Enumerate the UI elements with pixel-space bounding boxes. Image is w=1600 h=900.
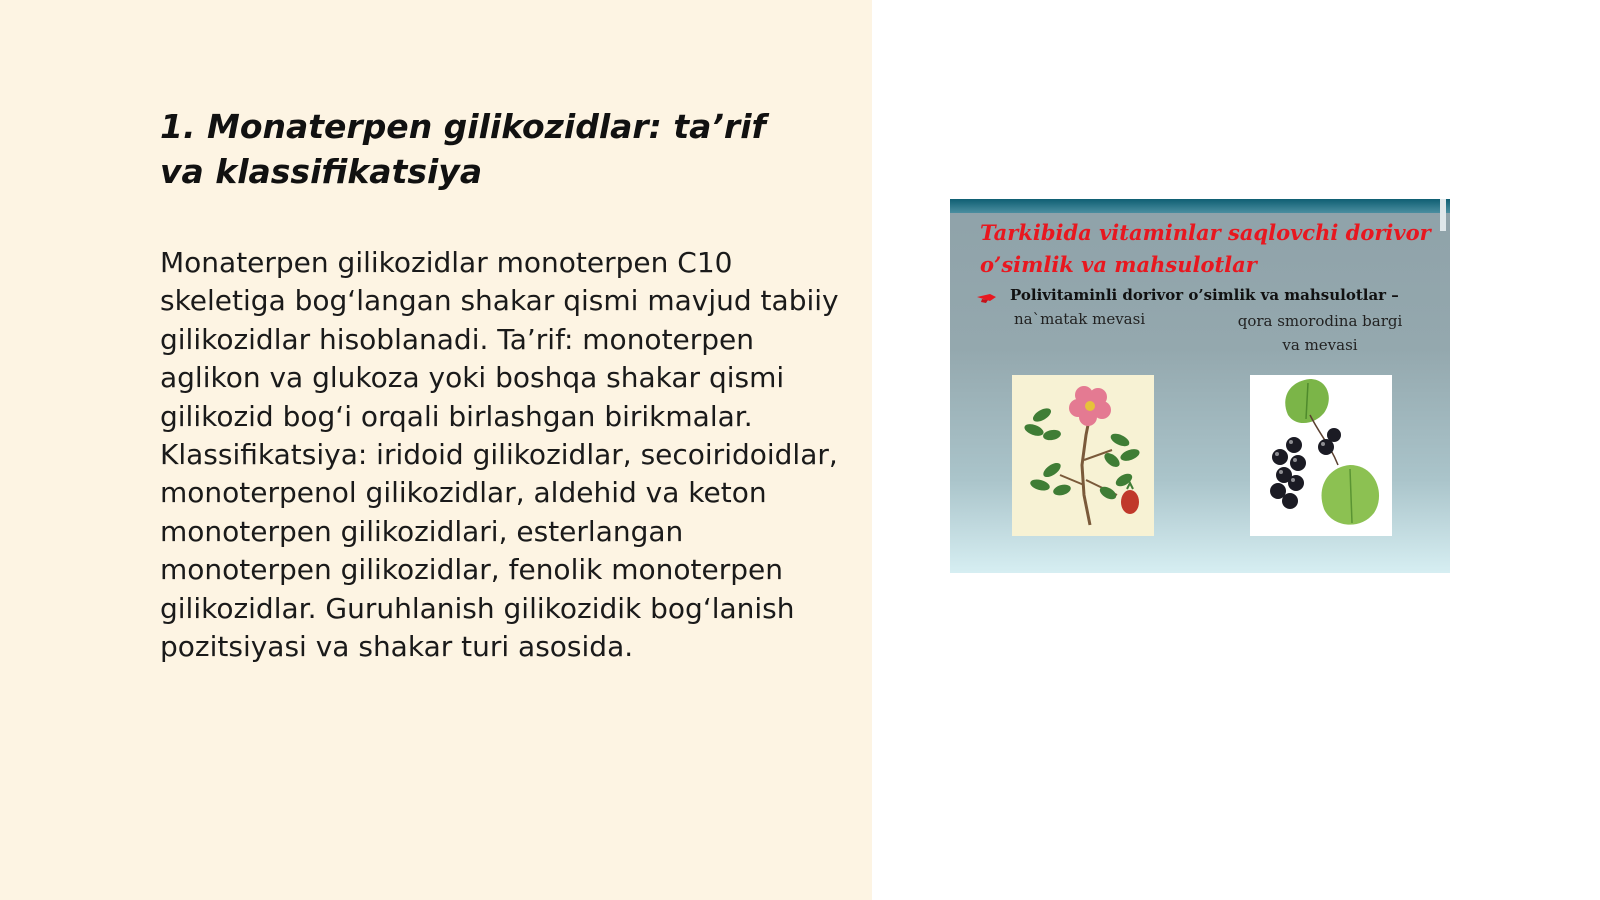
red-pointing-hand-icon xyxy=(976,288,998,308)
rosehip-illustration xyxy=(1012,375,1154,536)
image-caption-blackcurrant xyxy=(1220,309,1420,357)
image-bullet-text: Polivitaminli dorivor o’simlik va mahsulotlar – xyxy=(1010,286,1399,304)
slide-title: 1. Monaterpen gilikozidlar: ta’rif va klassifikatsiya xyxy=(160,107,766,191)
image-caption-blackcurrant-line-2: va mevasi xyxy=(1282,336,1358,354)
rosehip-photo xyxy=(1012,375,1154,536)
image-heading xyxy=(980,217,1440,281)
embedded-slide-image xyxy=(950,199,1450,573)
image-top-bar-edge xyxy=(1440,199,1446,231)
blackcurrant-illustration xyxy=(1250,375,1392,536)
image-heading-line-2: o’simlik va mahsulotlar xyxy=(980,252,1257,277)
image-heading-line-1: Tarkibida vitaminlar saqlovchi dorivor xyxy=(980,220,1431,245)
image-caption-rosehip: na`matak mevasi xyxy=(1014,310,1146,328)
blackcurrant-photo xyxy=(1250,375,1392,536)
image-caption-blackcurrant-line-1: qora smorodina bargi xyxy=(1237,312,1403,330)
slide-body-text: Monaterpen gilikozidlar monoterpen C10 skeletiga bog‘langan shakar qismi mavjud tabiiy gilikozidlar hisoblanadi. Ta’rif: monoterpen aglikon va glukoza yoki boshqa shakar qismi gilikozid bog‘i orqali birlashgan birikmalar. Klassifikatsiya: iridoid gilikozidlar, secoiridoidlar, monoterpenol gilikozidlar, aldehid va keton monoterpen gilikozidlari, esterlangan monoterpen gilikozidlar, fenolik monoterpen gilikozidlar. Guruhlanish gilikozidik bog‘lanish pozitsiyasi va shakar turi asosida. xyxy=(160,246,839,664)
image-top-bar xyxy=(950,199,1450,213)
